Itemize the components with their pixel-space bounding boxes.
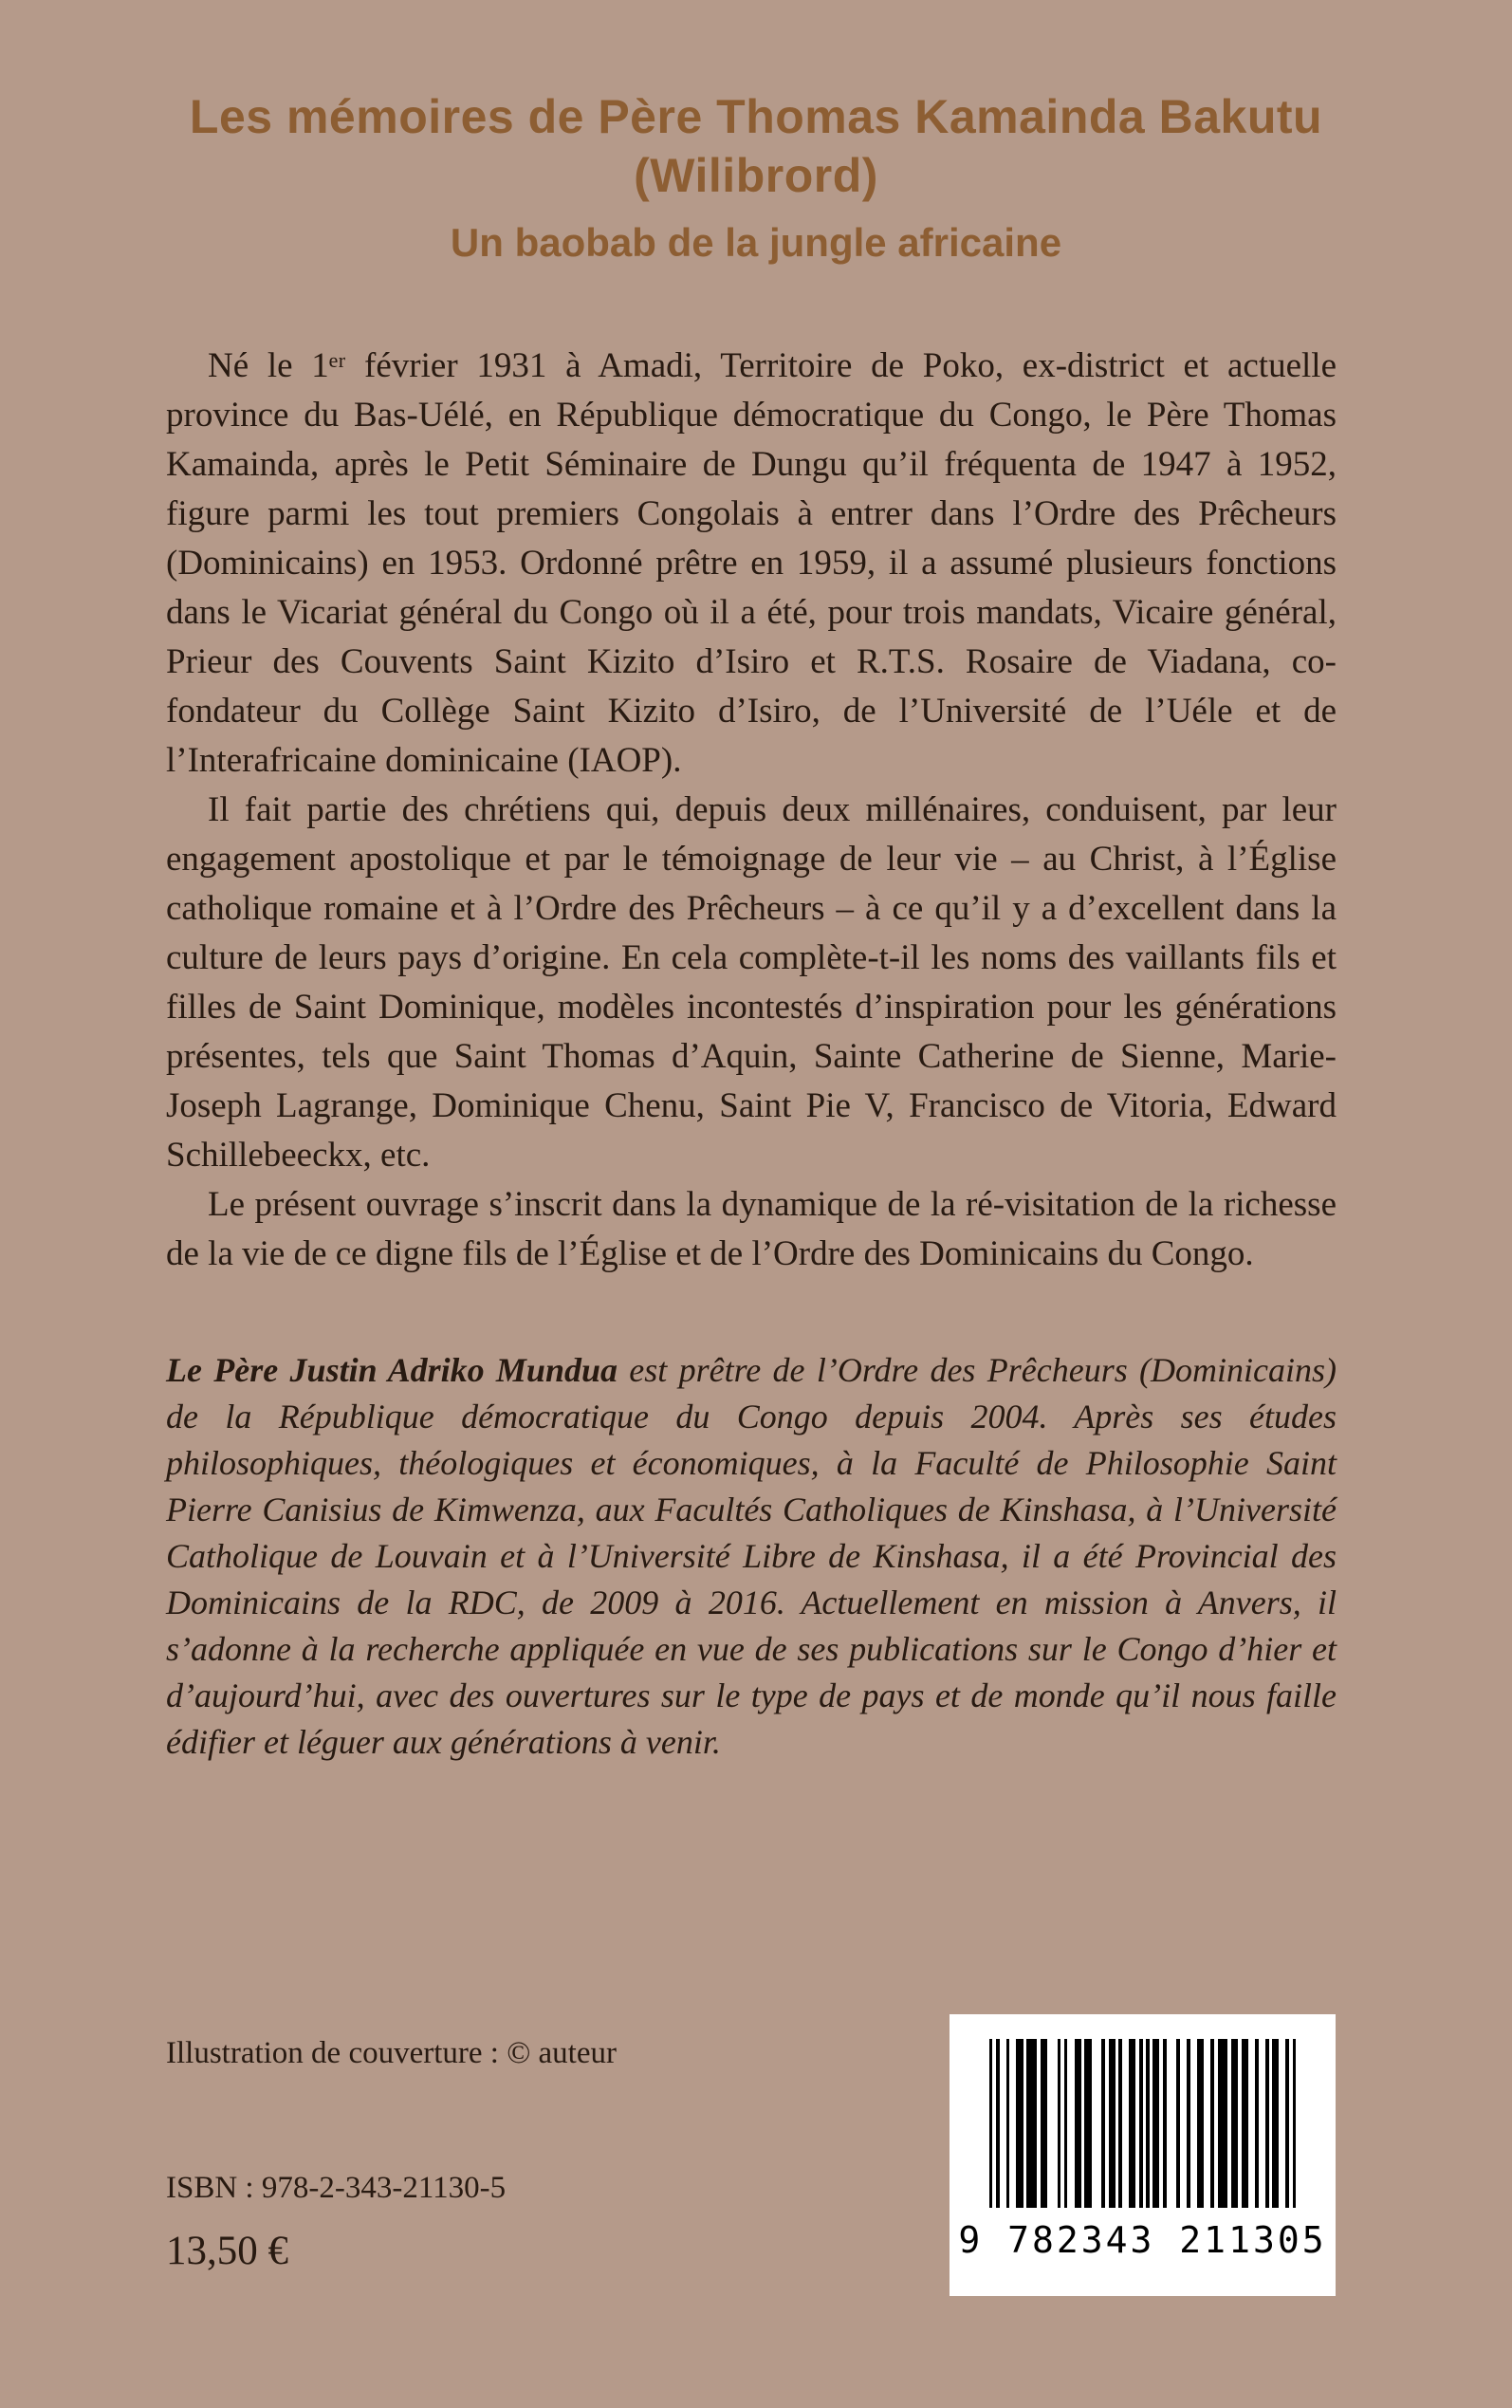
author-bio — [166, 1347, 1337, 1766]
price-text: 13,50 € — [166, 2229, 288, 2273]
barcode — [950, 2014, 1336, 2296]
illustration-credit: Illustration de couverture : © auteur — [166, 2036, 617, 2070]
book-title — [0, 87, 1512, 205]
author-name: Le Père Justin Adriko Mundua — [166, 1351, 618, 1389]
barcode-number: 9 782343 211305 — [958, 2219, 1327, 2261]
isbn-text: ISBN : 978-2-343-21130-5 — [166, 2171, 507, 2205]
barcode-bars — [977, 2039, 1309, 2208]
header — [0, 0, 1512, 266]
book-title-line1: Les mémoires de Père Thomas Kamainda Bakutu — [189, 90, 1323, 143]
book-subtitle: Un baobab de la jungle africaine — [450, 220, 1062, 265]
synopsis-paragraph-2: Il fait partie des chrétiens qui, depuis deux millénaires, conduisent, par leur engagement apostolique et par le témoignage de leur vie – au Christ, à l’Église catholique romaine et à l’Ordre des Prêcheurs – à ce qu’il y a d’excellent dans la culture de leurs pays d’origine. En cela complète-t-il les noms des vaillants fils et filles de Saint Dominique, modèles incontestés d’inspiration pour les générations présentes, tels que Saint Thomas d’Aquin, Sainte Catherine de Sienne, Marie-Joseph Lagrange, Dominique Chenu, Saint Pie V, Francisco de Vitoria, Edward Schillebeeckx, etc. — [166, 790, 1337, 1175]
synopsis — [166, 342, 1337, 1279]
author-bio-paragraph — [166, 1347, 1337, 1766]
synopsis-paragraph-3: Le présent ouvrage s’inscrit dans la dynamique de la ré-visitation de la richesse de la vie de ce digne fils de l’Église et de l’Ordre des Dominicains du Congo. — [166, 1185, 1337, 1273]
author-bio-text: est prêtre de l’Ordre des Prêcheurs (Dominicains) de la République démocratique du Congo depuis 2004. Après ses études philosophiques, théologiques et économiques, à la Faculté de Philosophie Saint Pierre Canisius de Kimwenza, aux Facultés Catholiques de Kinshasa, à l’Université Catholique de Louvain et à l’Université Libre de Kinshasa, il a été Provincial des Dominicains de la RDC, de 2009 à 2016. Actuellement en mission à Anvers, il s’adonne à la recherche appliquée en vue de ses publications sur le Congo d’hier et d’aujourd’hui, avec des ouvertures sur le type de pays et de monde qu’il nous faille édifier et léguer aux générations à venir. — [166, 1351, 1337, 1761]
synopsis-paragraph-1: Né le 1ᵉʳ février 1931 à Amadi, Territoire de Poko, ex-district et actuelle province du Bas-Uélé, en République démocratique du Congo, le Père Thomas Kamainda, après le Petit Séminaire de Dungu qu’il fréquenta de 1947 à 1952, figure parmi les tout premiers Congolais à entrer dans l’Ordre des Prêcheurs (Dominicains) en 1953. Ordonné prêtre en 1959, il a assumé plusieurs fonctions dans le Vicariat général du Congo où il a été, pour trois mandats, Vicaire général, Prieur des Couvents Saint Kizito d’Isiro et R.T.S. Rosaire de Viadana, co-fondateur du Collège Saint Kizito d’Isiro, de l’Université de l’Uéle et de l’Interafricaine dominicaine (IAOP). — [166, 346, 1337, 780]
book-title-line2: (Wilibrord) — [634, 149, 878, 202]
